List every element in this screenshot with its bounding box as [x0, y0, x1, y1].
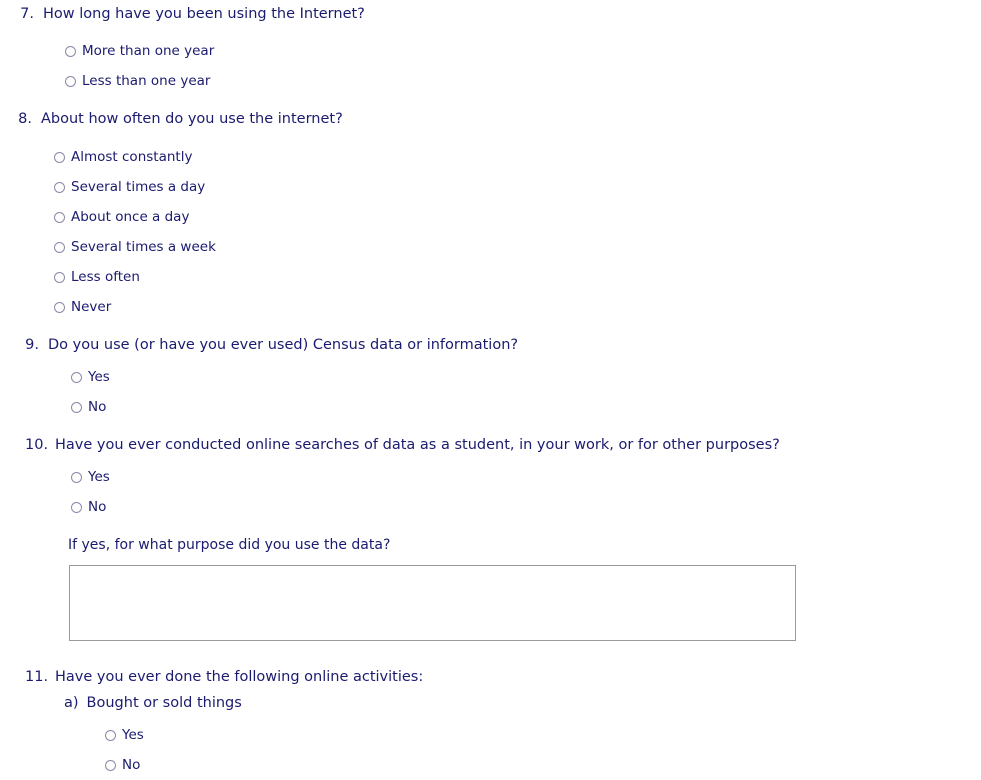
radio-icon[interactable]: [105, 760, 116, 771]
question-8-option-several-times-a-week[interactable]: [54, 232, 216, 262]
question-11-sub-a-options: [105, 720, 144, 780]
question-10-text: Have you ever conducted online searches of data as a student, in your work, or for other purposes?: [55, 437, 780, 453]
question-11-text: Have you ever done the following online activities:: [55, 669, 424, 685]
option-label: Less often: [71, 268, 140, 285]
question-11-sub-a-option-yes[interactable]: [105, 720, 144, 750]
option-label: No: [88, 398, 107, 415]
option-label: Never: [71, 298, 112, 315]
radio-icon[interactable]: [54, 182, 65, 193]
question-11-sub-a: [64, 695, 242, 711]
radio-icon[interactable]: [65, 76, 76, 87]
radio-icon[interactable]: [65, 46, 76, 57]
radio-icon[interactable]: [54, 212, 65, 223]
question-10-options: [71, 462, 110, 522]
question-10-subprompt: If yes, for what purpose did you use the data?: [68, 537, 391, 553]
option-label: Yes: [122, 726, 144, 743]
question-9-option-no[interactable]: [71, 392, 110, 422]
option-label: No: [122, 756, 141, 773]
question-11-sub-a-letter: a): [64, 695, 79, 711]
question-9-number: 9.: [25, 337, 39, 353]
question-8-option-never[interactable]: [54, 292, 216, 322]
question-8-text: About how often do you use the internet?: [41, 111, 343, 127]
option-label: Several times a week: [71, 238, 216, 255]
question-8-options: [54, 142, 216, 322]
question-7-option-more-than-one-year[interactable]: [65, 36, 214, 66]
radio-icon[interactable]: [71, 502, 82, 513]
question-11-number: 11.: [25, 669, 49, 685]
option-label: Several times a day: [71, 178, 206, 195]
radio-icon[interactable]: [54, 152, 65, 163]
question-9-options: [71, 362, 110, 422]
question-7-text: How long have you been using the Internet?: [43, 6, 365, 22]
radio-icon[interactable]: [71, 372, 82, 383]
question-9-text: Do you use (or have you ever used) Census data or information?: [48, 337, 519, 353]
question-11-sub-a-option-no[interactable]: [105, 750, 144, 780]
question-8-option-several-times-a-day[interactable]: [54, 172, 216, 202]
question-10-option-yes[interactable]: [71, 462, 110, 492]
question-10-textarea[interactable]: [69, 565, 796, 641]
radio-icon[interactable]: [71, 472, 82, 483]
question-8-option-less-often[interactable]: [54, 262, 216, 292]
question-8-option-about-once-a-day[interactable]: [54, 202, 216, 232]
option-label: No: [88, 498, 107, 515]
question-7: [20, 6, 365, 23]
question-7-options: [65, 36, 214, 96]
option-label: More than one year: [82, 42, 215, 59]
question-9: [25, 337, 518, 354]
option-label: Almost constantly: [71, 148, 193, 165]
question-10-textarea-wrapper: [69, 565, 796, 645]
question-7-option-less-than-one-year[interactable]: [65, 66, 214, 96]
option-label: About once a day: [71, 208, 190, 225]
question-7-number: 7.: [20, 6, 34, 22]
option-label: Less than one year: [82, 72, 211, 89]
option-label: Yes: [88, 368, 110, 385]
radio-icon[interactable]: [54, 302, 65, 313]
question-10: [25, 437, 780, 454]
radio-icon[interactable]: [54, 242, 65, 253]
option-label: Yes: [88, 468, 110, 485]
question-10-number: 10.: [25, 437, 49, 453]
radio-icon[interactable]: [105, 730, 116, 741]
question-11-sub-a-text: Bought or sold things: [86, 695, 242, 711]
question-8-option-almost-constantly[interactable]: [54, 142, 216, 172]
question-8-number: 8.: [18, 111, 32, 127]
question-9-option-yes[interactable]: [71, 362, 110, 392]
question-11: [25, 669, 423, 686]
question-10-option-no[interactable]: [71, 492, 110, 522]
question-8: [18, 111, 343, 128]
radio-icon[interactable]: [71, 402, 82, 413]
radio-icon[interactable]: [54, 272, 65, 283]
